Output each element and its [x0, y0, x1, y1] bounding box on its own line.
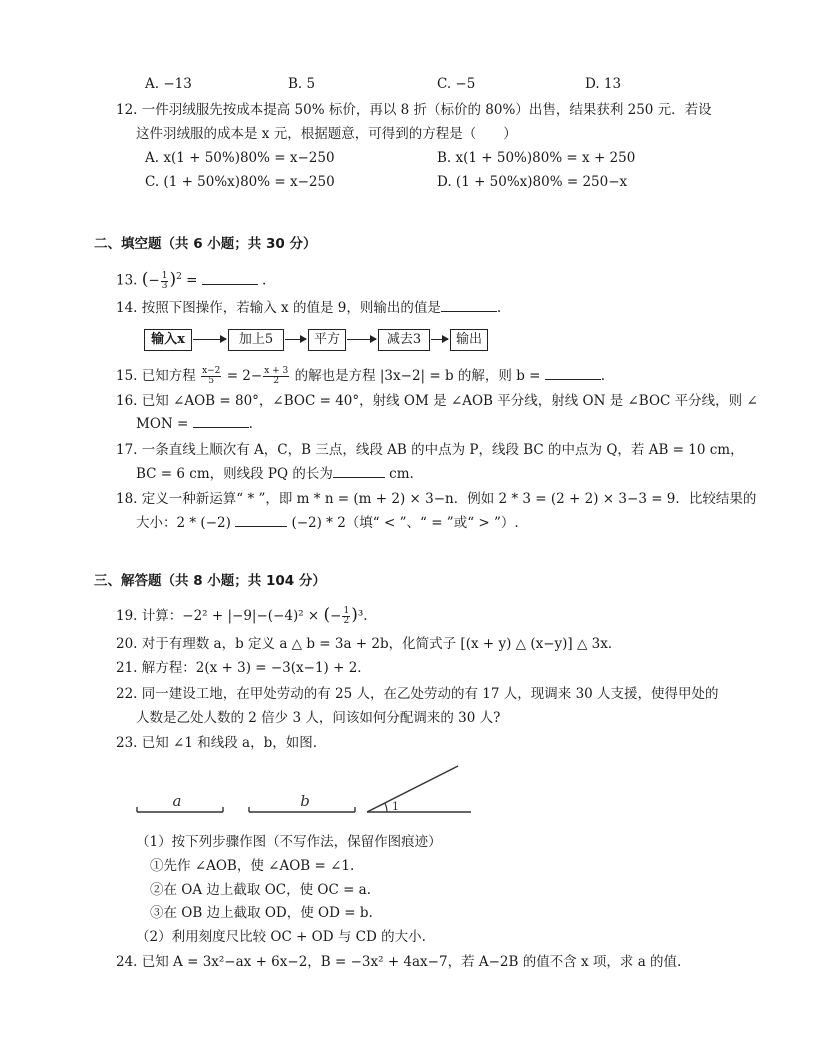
- q11-option-a: A. −13: [145, 76, 192, 92]
- q14-answer-blank[interactable]: [441, 311, 497, 312]
- q19-frac-num: 1: [343, 606, 350, 616]
- q13-equals: =: [186, 272, 198, 289]
- q23-sub3: ③在 OB 边上截取 OD，使 OD = b.: [150, 905, 373, 921]
- q12-line1: 12. 一件羽绒服先按成本提高 50% 标价，再以 8 折（标价的 80%）出售，结果获利 250 元．若设: [116, 102, 712, 118]
- q11-option-c: C. −5: [437, 76, 476, 92]
- q19-pre: 19. 计算：−2² + |−9|−(−4)² ×: [116, 608, 320, 624]
- q23-step2: （2）利用刻度尺比较 OC + OD 与 CD 的大小.: [136, 929, 426, 945]
- q22-line1: 22. 同一建设工地，在甲处劳动的有 25 人，在乙处劳动的有 17 人，现调来 30 人支援，使得甲处的: [116, 686, 719, 702]
- flow-arrow-1: [193, 339, 226, 340]
- q12-line2: 这件羽绒服的成本是 x 元，根据题意，可得到的方程是（ ）: [136, 126, 517, 142]
- flow-box-input: 输入x: [144, 329, 192, 351]
- q11-option-b: B. 5: [288, 76, 316, 92]
- q17-end: cm.: [389, 466, 414, 482]
- q12-option-a: A. x(1 + 50%)80% = x−250: [145, 150, 335, 166]
- q17-line1: 17. 一条直线上顺次有 A，C，B 三点，线段 AB 的中点为 P，线段 BC 的中点为 Q，若 AB = 10 cm，: [116, 442, 744, 458]
- q21: 21. 解方程：2(x + 3) = −3(x−1) + 2．: [116, 660, 371, 676]
- flow-arrow-3: [347, 339, 376, 340]
- flow-box-add5: 加上5: [228, 329, 284, 351]
- q12-option-b: B. x(1 + 50%)80% = x + 250: [437, 150, 636, 166]
- q16-line1: 16. 已知 ∠AOB = 80°，∠BOC = 40°，射线 OM 是 ∠AOB 平分线，射线 ON 是 ∠BOC 平分线，则 ∠: [116, 393, 758, 409]
- q23-sub1: ①先作 ∠AOB，使 ∠AOB = ∠1.: [150, 858, 355, 874]
- q15-frac2-num: x + 3: [264, 366, 289, 376]
- q19-frac-den: 2: [343, 616, 350, 626]
- angle-1-label: 1: [392, 800, 399, 813]
- q12-option-c: C. (1 + 50%x)80% = x−250: [145, 174, 335, 190]
- q15-frac1-num: x−2: [202, 366, 221, 376]
- q20: 20. 对于有理数 a，b 定义 a △ b = 3a + 2b，化简式子 [(x + y) △ (x−y)] △ 3x．: [116, 636, 622, 652]
- q11-option-d: D. 13: [585, 76, 622, 92]
- q18-line2b: (−2) * 2（填“ < ”、“ = ”或“ > ”）.: [291, 515, 519, 531]
- q23-sub2: ②在 OA 边上截取 OC，使 OC = a.: [150, 882, 372, 898]
- q17-line2-text: BC = 6 cm，则线段 PQ 的长为: [136, 466, 333, 482]
- q16-line2: [136, 414, 253, 434]
- q23-step1: （1）按下列步骤作图（不写作法，保留作图痕迹）: [136, 834, 442, 850]
- q17-line2: [136, 464, 414, 484]
- flow-arrow-2: [285, 339, 306, 340]
- q15: [116, 364, 605, 388]
- q15-mid: = 2−: [226, 368, 263, 384]
- q13: 13. (− $\frac{1}{3}$ )$^2$ = .: [116, 269, 267, 291]
- q15-answer-blank[interactable]: [545, 379, 601, 380]
- q16-end: .: [248, 416, 253, 432]
- q16-line2-text: MON =: [136, 416, 189, 432]
- section-3-heading: 三、解答题（共 8 小题；共 104 分）: [94, 573, 326, 589]
- q18-answer-blank[interactable]: [235, 526, 287, 527]
- flow-arrow-4: [431, 339, 448, 340]
- q13-answer-blank[interactable]: [202, 284, 258, 285]
- q23-line1: 23. 已知 ∠1 和线段 a，b，如图.: [116, 735, 318, 751]
- q24: 24. 已知 A = 3x²−ax + 6x−2，B = −3x² + 4ax−7，若 A−2B 的值不含 x 项，求 a 的值.: [116, 954, 682, 970]
- q13-end: .: [262, 272, 267, 289]
- q18-line1: 18. 定义一种新运算“ * ”，即 m * n = (m + 2) × 3−n．例如 2 * 3 = (2 + 2) × 3−3 = 9．比较结果的: [116, 491, 757, 507]
- q15-frac1-den: 5: [208, 376, 215, 386]
- angle-1-arc: [385, 803, 387, 812]
- q17-answer-blank[interactable]: [333, 477, 385, 478]
- flow-box-sub3: 减去3: [378, 329, 430, 351]
- q18-line2: [136, 513, 519, 533]
- q14-end: .: [496, 300, 502, 316]
- flow-box-square: 平方: [308, 329, 346, 351]
- q19: 19. 计算：−2² + |−9|−(−4)² × (− $\frac{1}{2}$ )³.: [116, 605, 368, 626]
- q15-frac2-den: 2: [273, 376, 280, 386]
- q13-frac-num: 1: [161, 270, 168, 281]
- q16-answer-blank[interactable]: [193, 427, 249, 428]
- angle-1-ray: [367, 766, 458, 812]
- q15-end: .: [600, 368, 606, 384]
- q22-line2: 人数是乙处人数的 2 倍少 3 人，问该如何分配调来的 30 人?: [136, 710, 501, 726]
- flow-box-output: 输出: [450, 329, 488, 351]
- q13-frac-den: 3: [161, 280, 168, 291]
- q23-figure: [135, 760, 475, 820]
- q13-number: 13.: [116, 272, 138, 289]
- segment-b-label: b: [300, 792, 310, 810]
- q18-line2a: 大小：2 * (−2): [136, 515, 231, 531]
- q14-text: 14. 按照下图操作，若输入 x 的值是 9，则输出的值是: [116, 300, 441, 316]
- section-2-heading: 二、填空题（共 6 小题；共 30 分）: [94, 236, 317, 252]
- q15-post: 的解也是方程 |3x−2| = b 的解，则 b =: [294, 368, 541, 384]
- q12-option-d: D. (1 + 50%x)80% = 250−x: [437, 174, 628, 190]
- q19-post: ³.: [357, 608, 368, 624]
- segment-a-label: a: [172, 792, 182, 810]
- q15-pre: 15. 已知方程: [116, 368, 196, 384]
- q14: [116, 298, 501, 318]
